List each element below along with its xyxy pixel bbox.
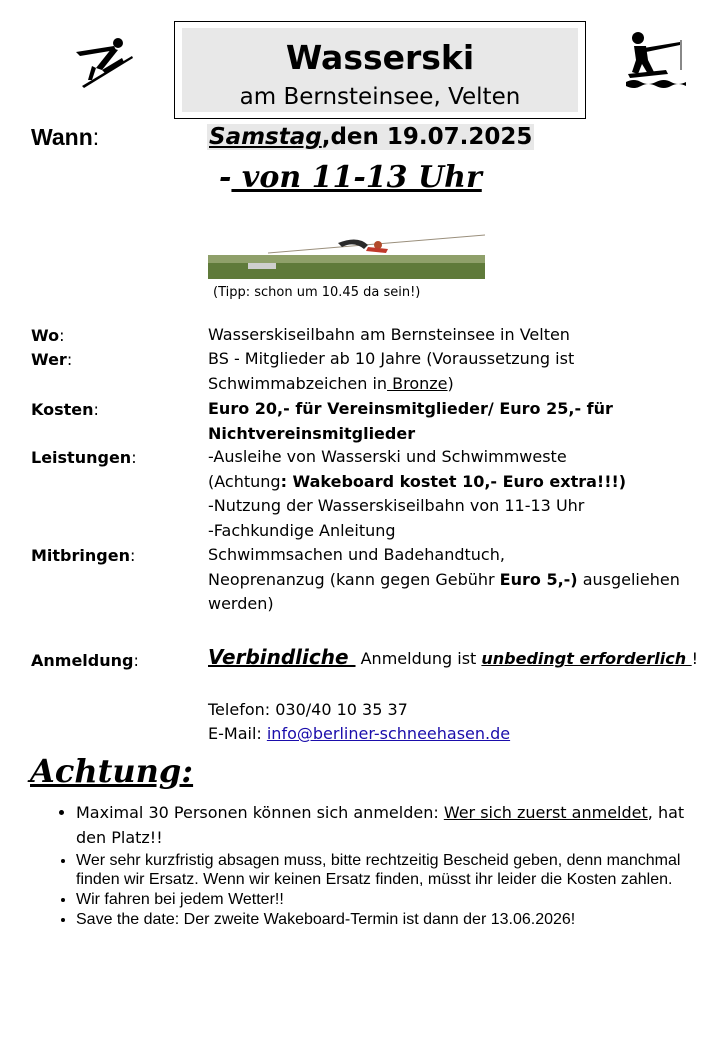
anmeldung-label: Anmeldung: bbox=[31, 651, 139, 670]
telefon: Telefon: 030/40 10 35 37 bbox=[208, 700, 408, 719]
wakeboarder-icon bbox=[626, 30, 686, 88]
leistungen-label: Leistungen: bbox=[31, 448, 137, 467]
kosten-label: Kosten: bbox=[31, 400, 99, 419]
page-subtitle: am Bernsteinsee, Velten bbox=[239, 84, 521, 110]
list-item: • Maximal 30 Personen können sich anmelden: Wer sich zuerst anmeldet, hat den Platz!! bbox=[76, 800, 716, 850]
wakeboard-photo bbox=[208, 205, 485, 279]
email-link[interactable]: info@berliner-schneehasen.de bbox=[266, 724, 511, 743]
leistungen-text: -Ausleihe von Wasserski und Schwimmweste (Achtung: Wakeboard kostet 10,- Euro extra!!!) -Nutzung der Wasserskiseilbahn von 11-13 Uhr -Fachkundige Anleitung bbox=[208, 447, 627, 540]
wo-label: Wo: bbox=[31, 326, 65, 345]
tipp-note: (Tipp: schon um 10.45 da sein!) bbox=[213, 285, 421, 300]
wann-label: Wann: bbox=[31, 124, 100, 150]
kosten-text: Euro 20,- für Vereinsmitglieder/ Euro 25,- für Nichtvereinsmitglieder bbox=[208, 399, 613, 443]
wer-label: Wer: bbox=[31, 350, 73, 369]
mitbringen-text: Schwimmsachen und Badehandtuch, Neoprenanzug (kann gegen Gebühr Euro 5,-) ausgeliehen werden) bbox=[208, 545, 680, 613]
email-line: E-Mail: info@berliner-schneehasen.de bbox=[208, 724, 511, 743]
list-item: • Wir fahren bei jedem Wetter!! bbox=[76, 890, 716, 909]
list-item: • Wer sehr kurzfristig absagen muss, bitte rechtzeitig Bescheid geben, denn manchmal finden wir Ersatz. Wenn wir keinen Ersatz finden, müsst ihr leider die Kosten zahlen. bbox=[76, 851, 716, 889]
achtung-list bbox=[52, 800, 716, 930]
water-skier-icon bbox=[72, 36, 134, 88]
list-item: • Save the date: Der zweite Wakeboard-Termin ist dann der 13.06.2026! bbox=[76, 910, 716, 929]
anmeldung-text: Verbindliche Anmeldung ist unbedingt erforderlich ! bbox=[208, 645, 699, 669]
event-day: Samstag bbox=[209, 124, 322, 150]
event-time: - von 11-13 Uhr bbox=[219, 160, 482, 195]
achtung-heading: Achtung: bbox=[30, 752, 194, 790]
page-title: Wasserski bbox=[285, 38, 475, 77]
mitbringen-label: Mitbringen: bbox=[31, 546, 136, 565]
wo-text: Wasserskiseilbahn am Bernsteinsee in Velten bbox=[208, 325, 570, 344]
title-box bbox=[174, 21, 586, 119]
wer-text: BS - Mitglieder ab 10 Jahre (Voraussetzung ist Schwimmabzeichen in Bronze) bbox=[208, 349, 575, 393]
event-date: Samstag,den 19.07.2025 bbox=[209, 124, 533, 150]
